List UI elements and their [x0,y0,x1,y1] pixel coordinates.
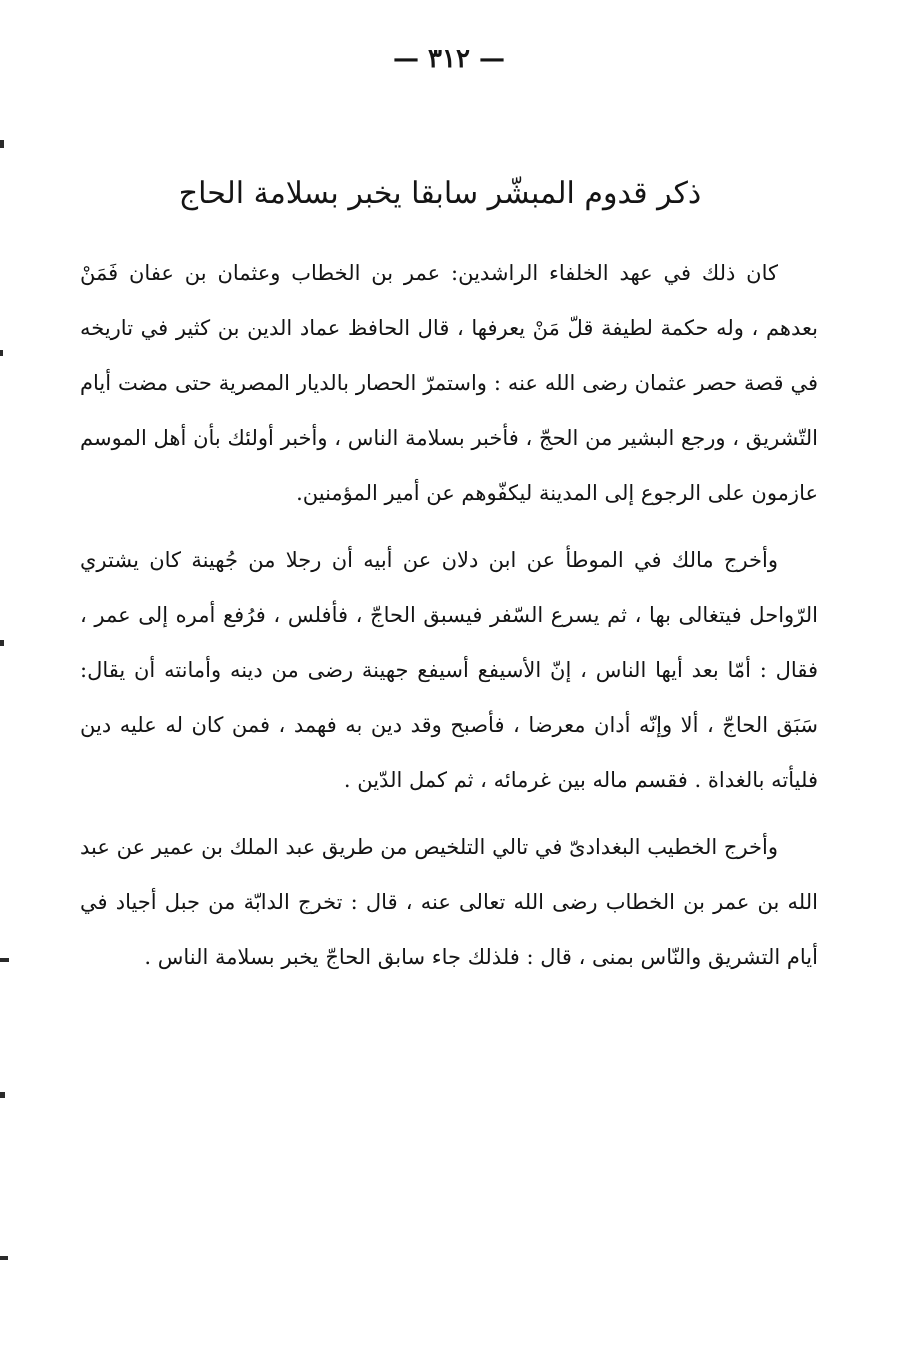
paragraph-2: وأخرج مالك في الموطأ عن ابن دلان عن أبيه أن رجلا من جُهينة كان يشتري الرّواحل فيتغالى بها ، ثم يسرع السّفر فيسبق الحاجّ ، فأفلس ، فرُفع أمره إلى عمر ، فقال : أمّا بعد أيها الناس ، إنّ الأسيفع أسيفع جهينة رضى من دينه وأمانته أن يقال: سَبَق الحاجّ ، ألا وإنّه أدان معرضا ، فأصبح وقد دين به فهمد ، فمن كان له عليه دين فليأته بالغداة . فقسم ماله بين غرمائه ، ثم كمل الدّين . [80,548,818,792]
body-text [80,246,818,997]
paragraph-1: كان ذلك في عهد الخلفاء الراشدين: عمر بن الخطاب وعثمان بن عفان فَمَنْ بعدهم ، وله حكمة لطيفة قلّ مَنْ يعرفها ، قال الحافظ عماد الدين بن كثير في تاريخه في قصة حصر عثمان رضى الله عنه : واستمرّ الحصار بالديار المصرية حتى مضت أيام التّشريق ، ورجع البشير من الحجّ ، فأخبر بسلامة الناس ، وأخبر أولئك بأن أهل الموسم عازمون على الرجوع إلى المدينة ليكفّوهم عن أمير المؤمنين. [80,261,818,505]
page-number: — ٣١٢ — [392,44,506,74]
paragraph-3: وأخرج الخطيب البغدادىّ في تالي التلخيص من طريق عبد الملك بن عمير عن عبد الله بن عمر بن الخطاب رضى الله تعالى عنه ، قال : تخرج الدابّة من جبل أجياد في أيام التشريق والنّاس بمنى ، قال : فلذلك جاء سابق الحاجّ يخبر بسلامة الناس . [80,835,818,969]
scan-edge-mark [0,640,4,646]
scan-edge-mark [0,1092,5,1098]
scan-edge-mark [0,350,3,356]
section-title: ذكر قدوم المبشّر سابقا يخبر بسلامة الحاج [178,176,702,211]
scan-edge-mark [0,958,9,962]
scan-edge-mark [0,1256,8,1260]
scan-edge-mark [0,140,4,148]
